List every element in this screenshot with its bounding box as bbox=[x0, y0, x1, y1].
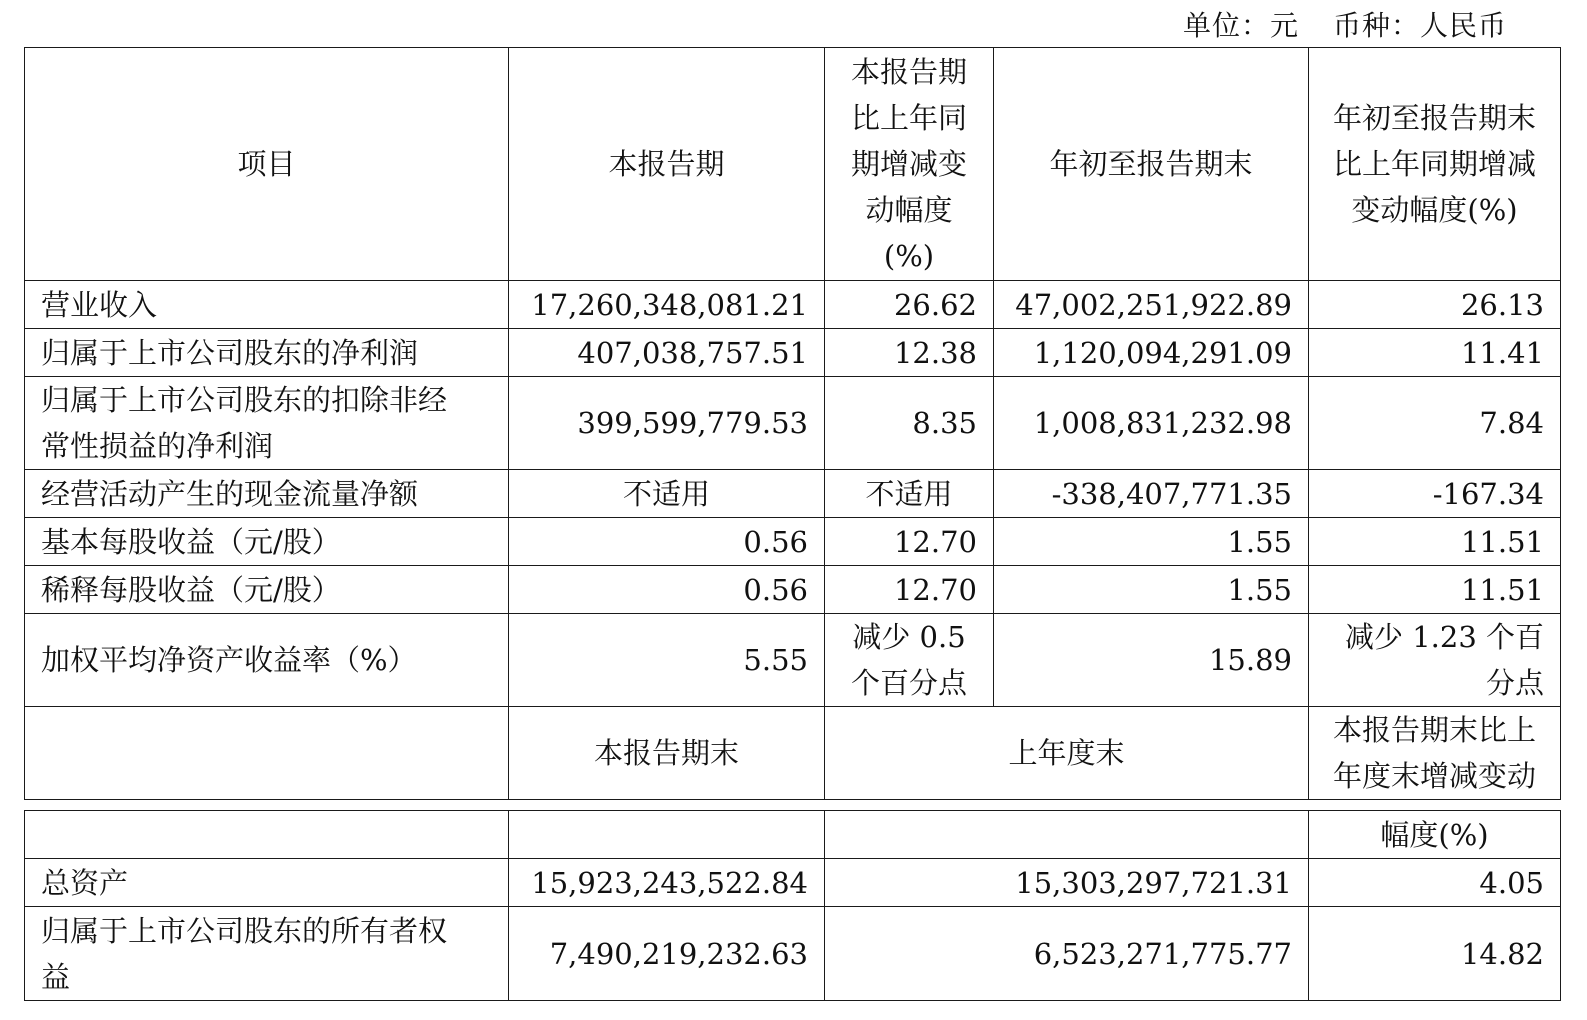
cell-line: 8.35 bbox=[912, 406, 977, 440]
row-period-end: 15,923,243,522.84 bbox=[509, 859, 825, 907]
cell-line: 11.51 bbox=[1460, 572, 1544, 607]
row-current-change bbox=[825, 518, 994, 566]
header-row bbox=[25, 48, 1561, 281]
unit-currency-line bbox=[1183, 4, 1507, 44]
cell-line: 个百分点 bbox=[850, 666, 967, 700]
row-ytd: 47,002,251,922.89 bbox=[994, 281, 1309, 329]
row-ytd-change bbox=[1309, 329, 1561, 377]
cell-line: 年初至报告期末 bbox=[1332, 101, 1536, 135]
header-item: 项目 bbox=[25, 48, 509, 281]
cell-line: 总资产 bbox=[41, 865, 129, 900]
header-ytd-change bbox=[1309, 48, 1561, 281]
table-row bbox=[25, 614, 1561, 707]
subheader-blank bbox=[25, 707, 509, 800]
row-item bbox=[25, 329, 509, 377]
cell-line: 营业收入 bbox=[41, 287, 158, 322]
row-ytd-change bbox=[1309, 470, 1561, 518]
row-item bbox=[25, 281, 509, 329]
subheader-prior-year-end: 上年度末 bbox=[825, 707, 1309, 800]
header-current-change bbox=[825, 48, 994, 281]
cell-line: 12.70 bbox=[893, 572, 977, 607]
table-row bbox=[25, 518, 1561, 566]
row-current-change bbox=[825, 281, 994, 329]
table-row bbox=[25, 907, 1561, 1001]
cell-line: 本报告期 bbox=[850, 55, 967, 89]
currency-label: 币种：人民币 bbox=[1332, 9, 1507, 42]
header-current-period: 本报告期 bbox=[509, 48, 825, 281]
cell-line: 26.62 bbox=[893, 287, 977, 322]
row-ytd: 15.89 bbox=[994, 614, 1309, 707]
table-row bbox=[25, 859, 1561, 907]
row-item bbox=[25, 518, 509, 566]
row-current-change bbox=[825, 329, 994, 377]
cell-line: 减少 0.5 bbox=[852, 620, 966, 654]
unit-label: 单位：元 bbox=[1182, 9, 1299, 42]
cell-line: 比上年同期增减 bbox=[1332, 147, 1536, 181]
row-item bbox=[25, 907, 509, 1001]
row-current-period: 0.56 bbox=[509, 566, 825, 614]
row-ytd-change bbox=[1309, 377, 1561, 470]
row-current-change bbox=[825, 377, 994, 470]
row-current-change bbox=[825, 470, 994, 518]
row-prior-year-end: 6,523,271,775.77 bbox=[825, 907, 1309, 1001]
subheader-period-end: 本报告期末 bbox=[509, 707, 825, 800]
cell-line: 归属于上市公司股东的扣除非经 bbox=[41, 383, 448, 417]
cell-line: 12.70 bbox=[893, 524, 977, 559]
row-current-period: 不适用 bbox=[509, 470, 825, 518]
cell-line: 益 bbox=[41, 959, 71, 994]
table-row bbox=[25, 281, 1561, 329]
row-ytd: 1,008,831,232.98 bbox=[994, 377, 1309, 470]
cell-line: 稀释每股收益（元/股） bbox=[41, 572, 341, 607]
cell-line: 比上年同 bbox=[850, 101, 967, 135]
subheader-row bbox=[25, 707, 1561, 800]
cell-line: 归属于上市公司股东的所有者权 bbox=[41, 913, 448, 948]
row-current-period: 0.56 bbox=[509, 518, 825, 566]
cell-line: 26.13 bbox=[1460, 287, 1544, 322]
row-ytd: -338,407,771.35 bbox=[994, 470, 1309, 518]
row-item bbox=[25, 614, 509, 707]
cell-line: 经营活动产生的现金流量净额 bbox=[41, 476, 419, 511]
cell-line: 期增减变 bbox=[850, 147, 967, 181]
cell-line: 12.38 bbox=[893, 335, 977, 370]
row-current-period: 407,038,757.51 bbox=[509, 329, 825, 377]
row-period-end: 7,490,219,232.63 bbox=[509, 907, 825, 1001]
row-item bbox=[25, 859, 509, 907]
cell-line: 归属于上市公司股东的净利润 bbox=[41, 335, 419, 370]
cell-line: 年度末增减变动 bbox=[1332, 759, 1536, 793]
financial-summary-table bbox=[24, 47, 1561, 800]
cell-line: 加权平均净资产收益率（%） bbox=[41, 643, 417, 677]
cell-line: -167.34 bbox=[1432, 476, 1544, 511]
row-current-change bbox=[825, 614, 994, 707]
cell-line: 减少 1.23 个百 bbox=[1344, 620, 1544, 654]
row-ytd: 1,120,094,291.09 bbox=[994, 329, 1309, 377]
cell-line: 不适用 bbox=[865, 476, 953, 511]
table-row bbox=[25, 470, 1561, 518]
change-header-tail: 幅度(%) bbox=[1309, 811, 1561, 859]
row-current-period: 17,260,348,081.21 bbox=[509, 281, 825, 329]
row-ytd-change bbox=[1309, 518, 1561, 566]
row-item bbox=[25, 470, 509, 518]
table-row bbox=[25, 329, 1561, 377]
row-current-period: 5.55 bbox=[509, 614, 825, 707]
cell-line: 11.51 bbox=[1460, 524, 1544, 559]
row-ytd-change bbox=[1309, 281, 1561, 329]
row-item bbox=[25, 566, 509, 614]
row-current-change bbox=[825, 566, 994, 614]
cell-line: 基本每股收益（元/股） bbox=[41, 524, 341, 559]
row-ytd-change bbox=[1309, 614, 1561, 707]
header-ytd: 年初至报告期末 bbox=[994, 48, 1309, 281]
cell-line: 7.84 bbox=[1479, 406, 1544, 440]
cell-line: 变动幅度(%) bbox=[1351, 193, 1518, 227]
table-row bbox=[25, 377, 1561, 470]
cell-line: 常性损益的净利润 bbox=[41, 429, 274, 463]
row-current-period: 399,599,779.53 bbox=[509, 377, 825, 470]
cell-line: 分点 bbox=[1485, 666, 1544, 700]
row-change: 14.82 bbox=[1309, 907, 1561, 1001]
row-ytd: 1.55 bbox=[994, 566, 1309, 614]
cell-line: 本报告期末比上 bbox=[1332, 713, 1536, 747]
cell-line: 11.41 bbox=[1460, 335, 1544, 370]
continuation-row bbox=[25, 811, 1561, 859]
cell-line: (%) bbox=[883, 239, 935, 273]
row-prior-year-end: 15,303,297,721.31 bbox=[825, 859, 1309, 907]
balance-summary-table bbox=[24, 810, 1561, 1001]
table-row bbox=[25, 566, 1561, 614]
cell-line: 动幅度 bbox=[865, 193, 953, 227]
row-ytd: 1.55 bbox=[994, 518, 1309, 566]
row-item bbox=[25, 377, 509, 470]
row-change: 4.05 bbox=[1309, 859, 1561, 907]
row-ytd-change bbox=[1309, 566, 1561, 614]
subheader-change bbox=[1309, 707, 1561, 800]
